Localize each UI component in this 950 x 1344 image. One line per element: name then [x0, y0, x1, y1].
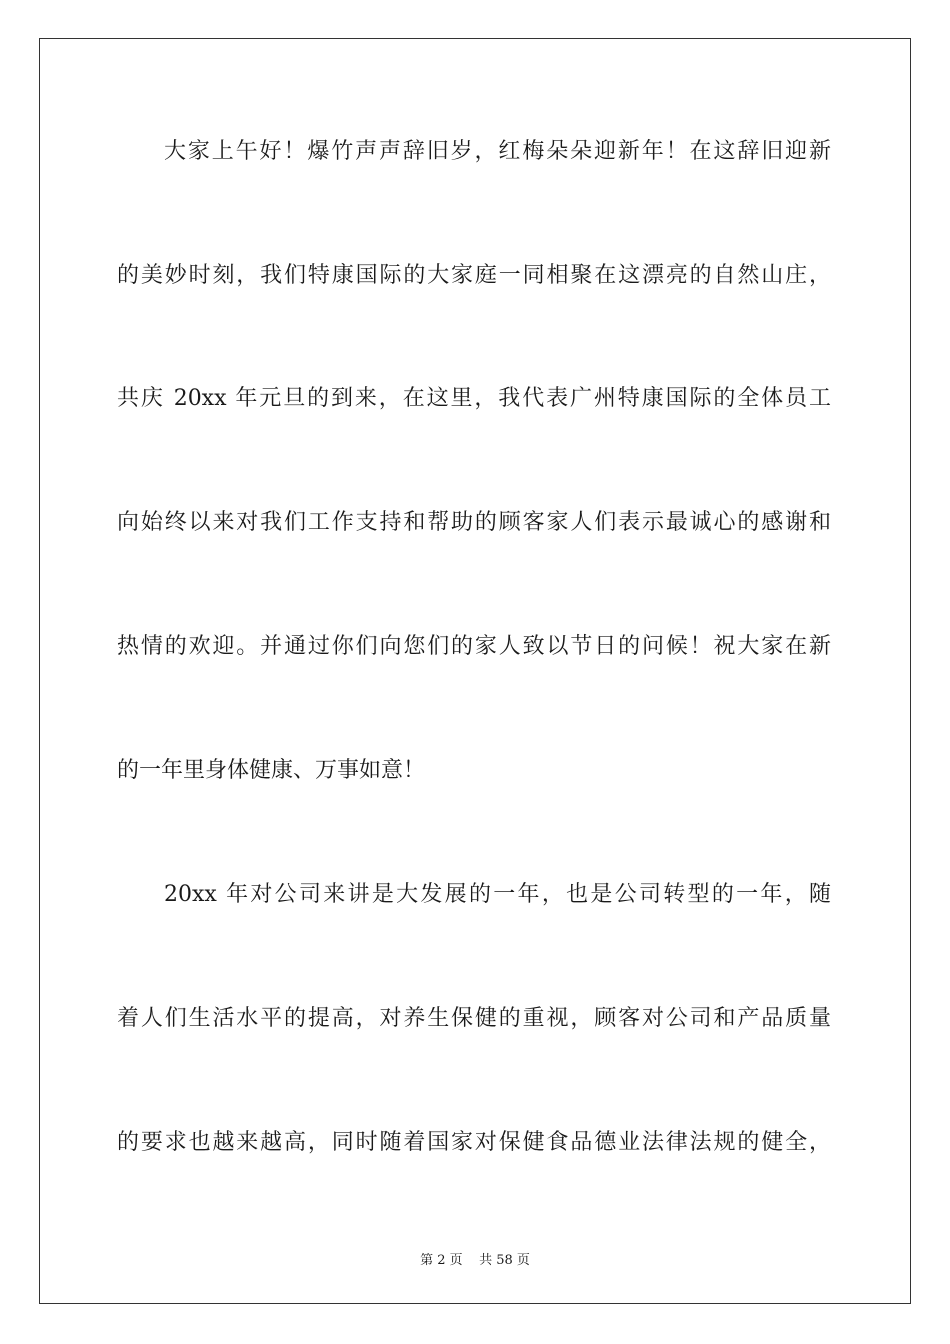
page-border: [39, 38, 911, 1304]
paragraph-2-line-2: 着人们生活水平的提高，对养生保健的重视，顾客对公司和产品质量: [117, 1006, 831, 1031]
paragraph-2-line-3: 的要求也越来越高，同时随着国家对保健食品德业法律法规的健全，: [117, 1130, 831, 1155]
page-number-footer: 第 2 页 共 58 页: [420, 1253, 530, 1268]
paragraph-2-line-1: 20xx 年对公司来讲是大发展的一年，也是公司转型的一年，随: [164, 882, 831, 907]
paragraph-1-line-1: 大家上午好！爆竹声声辞旧岁，红梅朵朵迎新年！在这辞旧迎新: [164, 139, 831, 164]
paragraph-1-line-4: 向始终以来对我们工作支持和帮助的顾客家人们表示最诚心的感谢和: [117, 510, 831, 535]
paragraph-1-line-6: 的一年里身体健康、万事如意！: [117, 758, 426, 783]
paragraph-1-line-2: 的美妙时刻，我们特康国际的大家庭一同相聚在这漂亮的自然山庄，: [117, 263, 831, 288]
paragraph-1-line-5: 热情的欢迎。并通过你们向您们的家人致以节日的问候！祝大家在新: [117, 634, 831, 659]
paragraph-1-line-3: 共庆 20xx 年元旦的到来，在这里，我代表广州特康国际的全体员工: [117, 386, 831, 411]
